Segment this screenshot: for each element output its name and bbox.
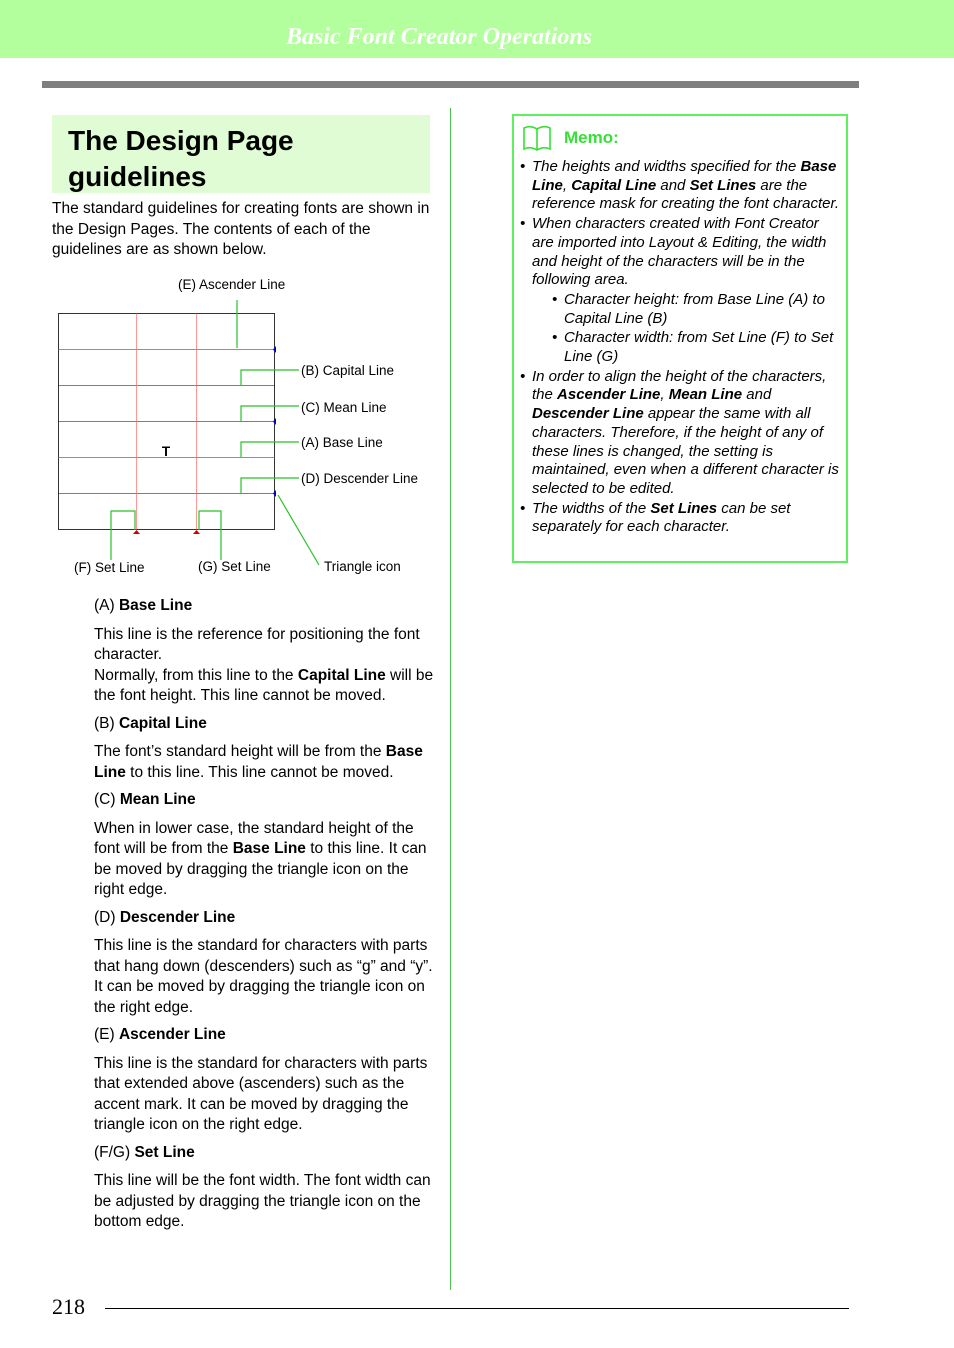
label-triangle-icon: Triangle icon — [324, 559, 401, 574]
bold-term: Set Lines — [689, 176, 757, 194]
definition-prefix: (B) — [94, 714, 119, 732]
bold-term: Ascender Line — [557, 386, 661, 404]
memo-item — [520, 158, 840, 214]
book-icon — [522, 124, 552, 152]
section-title-line-2: guidelines — [68, 161, 207, 192]
label-ascender-line: (E) Ascender Line — [178, 277, 286, 292]
memo-label: Memo: — [564, 128, 619, 147]
definition-prefix: (E) — [94, 1026, 119, 1043]
top-rule — [42, 81, 859, 88]
text-run: to this line. This line cannot be moved. — [125, 763, 394, 781]
memo-item — [520, 215, 840, 367]
text-run: are the reference mask for creating the font character. — [532, 176, 840, 213]
definition-term-name: Descender Line — [119, 908, 236, 926]
definition-term — [94, 1025, 434, 1046]
definition-term-name: Capital Line — [118, 714, 207, 732]
memo-subitem: • Character width: from Set Line (F) to Set Line (G) — [552, 329, 840, 366]
page-number: 218 — [52, 1294, 85, 1319]
definition-term-name: Mean Line — [119, 791, 196, 808]
definition-term-name: Ascender Line — [118, 1026, 226, 1043]
bold-term: Capital Line — [571, 176, 657, 194]
label-mean-line: (C) Mean Line — [301, 400, 387, 415]
header-band — [0, 0, 954, 58]
text-run: The heights and widths specified for the — [532, 158, 801, 175]
bold-term: Base Line — [232, 840, 306, 857]
definition-description — [94, 819, 434, 901]
text-run: In order to align the height of the characters, the — [532, 367, 827, 404]
text-run: , — [660, 386, 669, 404]
intro-paragraph: The standard guidelines for creating fonts are shown in the Design Pages. The contents of each of the guidelines are as shown below. — [52, 200, 430, 258]
text-run: appear the same with all characters. Therefore, if the height of any of these lines is changed, the setting is maintained, even when a different character is selected to be edited. — [532, 405, 839, 497]
bold-term: Base Line — [532, 158, 837, 194]
text-run: This line will be the font width. The font width can be adjusted by dragging the triangle icon on the bottom edge. — [94, 1172, 431, 1230]
column-divider — [450, 108, 451, 1290]
section-title-box — [52, 115, 430, 193]
header-title: Basic Font Creator Operations — [286, 24, 593, 50]
definition-term — [94, 596, 434, 617]
memo-box — [512, 114, 848, 563]
label-base-line: (A) Base Line — [301, 435, 383, 450]
text-run: When characters created with Font Creator are imported into Layout & Editing, the width and height of the characters will be in the following area. — [532, 215, 827, 289]
text-run: to this line. It can be moved by dragging the triangle icon on the right edge. — [94, 840, 427, 898]
text-run: and — [742, 386, 772, 404]
text-run: This line is the standard for characters with parts that extended above (ascenders) such as the accent mark. It can be moved by dragging the triangle icon on the right edge. — [94, 1054, 428, 1133]
label-capital-line: (B) Capital Line — [301, 363, 395, 378]
definition-prefix: (D) — [94, 908, 120, 926]
definition-prefix: (F/G) — [94, 1143, 135, 1161]
bold-term: Capital Line — [297, 666, 386, 684]
text-run: This line is the standard for characters with parts that hang down (descenders) such as “g” and “y”. It can be moved by dragging the triangle icon on the right edge. — [94, 937, 433, 1016]
definition-description — [94, 936, 434, 1018]
guidelines-diagram — [48, 268, 440, 580]
memo-item — [520, 500, 840, 537]
section-title-line-1: The Design Page — [68, 125, 294, 156]
definition-term — [94, 908, 434, 929]
definition-term-name: Set Line — [134, 1143, 195, 1161]
bold-term: Base Line — [94, 743, 423, 781]
text-run: can be set separately for each character. — [532, 499, 791, 536]
triangle-icon-set-g[interactable] — [193, 530, 200, 534]
label-set-line-f: (F) Set Line — [74, 560, 145, 575]
guideline-definitions — [94, 596, 434, 1240]
text-run: will be the font height. This line cannot be moved. — [94, 666, 434, 704]
bold-term: Mean Line — [668, 386, 743, 404]
label-set-line-g: (G) Set Line — [198, 559, 271, 574]
definition-prefix: (C) — [94, 791, 120, 808]
definition-term — [94, 1143, 434, 1164]
text-run: , — [562, 176, 572, 194]
definition-description — [94, 742, 434, 783]
bold-term: Set Lines — [650, 499, 718, 517]
definition-term — [94, 714, 434, 735]
label-descender-line: (D) Descender Line — [301, 471, 419, 486]
text-run: Normally, from this line to the — [94, 666, 298, 684]
text-run: When in lower case, the standard height of the font will be from the — [94, 819, 414, 857]
footer-rule — [105, 1308, 849, 1309]
definition-prefix: (A) — [94, 597, 119, 614]
definition-description — [94, 1054, 434, 1136]
definition-term-name: Base Line — [118, 597, 193, 614]
definition-term — [94, 790, 434, 811]
triangle-icon-set-f[interactable] — [133, 530, 140, 534]
memo-sublist — [552, 291, 840, 367]
memo-item — [520, 368, 840, 499]
sample-character: T — [161, 444, 171, 459]
memo-header — [522, 124, 619, 152]
section-title — [68, 123, 294, 195]
memo-subitem: • Character height: from Base Line (A) to Capital Line (B) — [552, 291, 840, 328]
bold-term: Descender Line — [532, 405, 644, 423]
text-run: This line is the reference for positioning the font character. — [94, 625, 420, 663]
text-run: and — [656, 176, 690, 194]
text-run: The widths of the — [532, 499, 651, 517]
text-run: The font’s standard height will be from the — [94, 743, 386, 760]
definition-description — [94, 625, 434, 707]
definition-description — [94, 1171, 434, 1233]
memo-list — [520, 158, 840, 538]
